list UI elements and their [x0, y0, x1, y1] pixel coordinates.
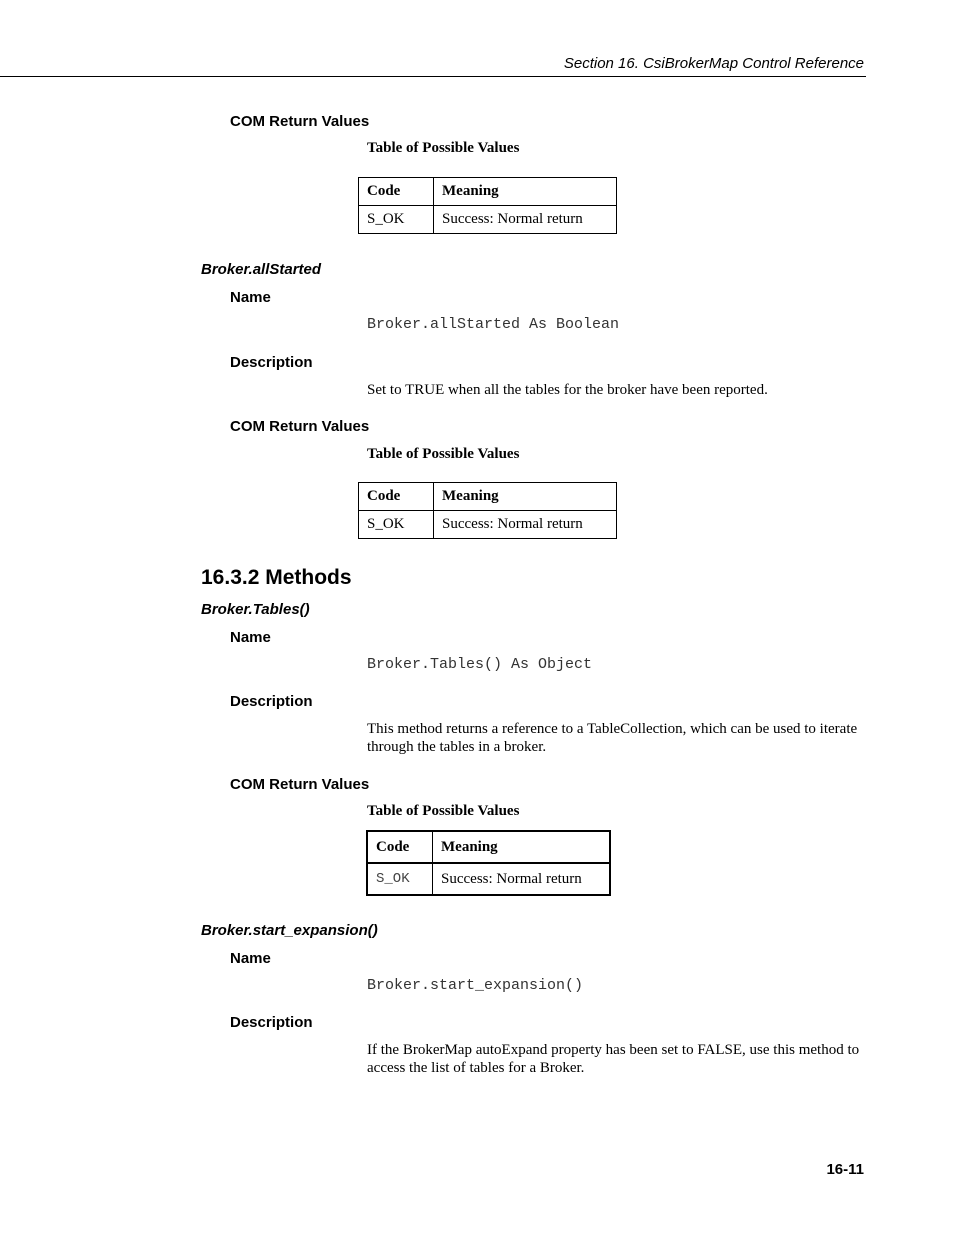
code-header: Code	[367, 831, 433, 863]
start-expansion-description: If the BrokerMap autoExpand property has been set to FALSE, use this method to access the list of tables for a Broker.	[367, 1042, 860, 1076]
table-caption-1: Table of Possible Values	[367, 140, 520, 156]
allstarted-name-heading: Name	[230, 289, 271, 306]
possible-values-table-2	[358, 482, 617, 539]
possible-values-table-1	[358, 177, 617, 234]
meaning-cell: Success: Normal return	[433, 863, 611, 895]
tables-description-heading: Description	[230, 693, 313, 710]
tables-signature: Broker.Tables() As Object	[367, 656, 593, 673]
meaning-cell: Success: Normal return	[434, 511, 617, 539]
running-header: Section 16. CsiBrokerMap Control Reference	[563, 55, 864, 72]
possible-values-table-3	[366, 830, 611, 896]
start-expansion-name-heading: Name	[230, 950, 271, 967]
code-header: Code	[359, 178, 434, 206]
meaning-cell: Success: Normal return	[434, 206, 617, 234]
code-header: Code	[359, 483, 434, 511]
allstarted-description: Set to TRUE when all the tables for the broker have been reported.	[367, 382, 768, 398]
tables-description: This method returns a reference to a TableCollection, which can be used to iterate through the tables in a broker.	[367, 721, 858, 755]
tables-method-title: Broker.Tables()	[201, 601, 310, 618]
allstarted-signature: Broker.allStarted As Boolean	[367, 316, 620, 333]
table-caption-3: Table of Possible Values	[367, 803, 520, 819]
code-cell: S_OK	[359, 511, 434, 539]
table-header-row	[359, 178, 617, 206]
table-row	[367, 863, 610, 895]
com-return-heading-3: COM Return Values	[230, 776, 370, 793]
header-rule	[0, 76, 866, 77]
tables-name-heading: Name	[230, 629, 271, 646]
table-header-row	[367, 831, 610, 863]
meaning-header: Meaning	[434, 178, 617, 206]
meaning-header: Meaning	[433, 831, 611, 863]
table-row	[359, 511, 617, 539]
code-cell: S_OK	[367, 863, 433, 895]
com-return-heading-1: COM Return Values	[230, 113, 370, 130]
table-caption-2: Table of Possible Values	[367, 446, 520, 462]
allstarted-description-heading: Description	[230, 354, 313, 371]
meaning-header: Meaning	[434, 483, 617, 511]
methods-section-heading: 16.3.2 Methods	[201, 566, 352, 589]
table-row	[359, 206, 617, 234]
start-expansion-description-heading: Description	[230, 1014, 313, 1031]
code-cell: S_OK	[359, 206, 434, 234]
table-header-row	[359, 483, 617, 511]
allstarted-title: Broker.allStarted	[201, 261, 322, 278]
start-expansion-signature: Broker.start_expansion()	[367, 977, 584, 994]
page-number: 16-11	[826, 1161, 864, 1178]
start-expansion-title: Broker.start_expansion()	[201, 922, 378, 939]
com-return-heading-2: COM Return Values	[230, 418, 370, 435]
